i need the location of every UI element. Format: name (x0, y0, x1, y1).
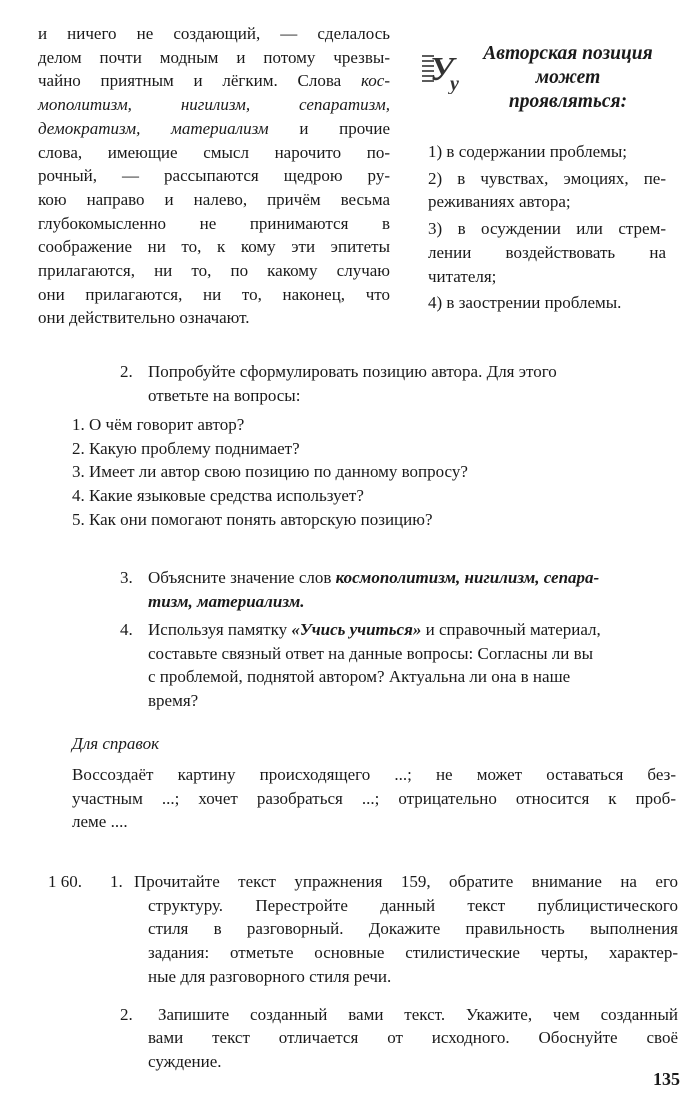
list-item: реживаниях автора; (428, 192, 571, 212)
text-line: кою направо и налево, причём весьма (38, 189, 390, 209)
author-position-sidebar (420, 42, 666, 315)
svg-text:y: y (450, 73, 459, 94)
svg-text:У: У (430, 51, 454, 88)
list-item: 1) в содержании проблемы; (428, 142, 628, 161)
task-4: 4. Используя памятку «Учись учиться» и справочный материал, составьте связный ответ на данные вопросы: Согласны ли вы с проблемой, поднятой автором? Актуальна ли она в наше время? (120, 620, 601, 711)
text-line: чайно приятным и лёгким. Слова кос- (38, 71, 390, 91)
list-item: 2) в чувствах, эмоциях, пе- (428, 168, 666, 188)
question-item: 5. Как они помогают понять авторскую позицию? (72, 509, 433, 529)
exercise-160: 1 60. 1. Прочитайте текст упражнения 159, обратите внимание на его структуру. Перестройте данный текст публицистического стиля в разговорный. Докажите правильность выполнения задания: отметьте основные стилистические черты, характер- ные для разговорного стиля речи. 2. Запишите созданный вами текст. Укажите, чем созданный вами текст отличается от исходного. Обоснуйте своё суждение. (48, 872, 678, 1071)
text-line: они прилагаются, ни то, наконец, что (38, 284, 390, 304)
text-line: глубокомысленно не принимаются в (38, 213, 390, 233)
text-line: демократизм, материализм и прочие (38, 118, 391, 138)
question-item: 4. Какие языковые средства использует? (72, 486, 364, 506)
list-item: 4) в заострении проблемы. (428, 293, 622, 313)
list-item: читателя; (428, 266, 497, 286)
text-line: прилагаются, ни то, по какому случаю (38, 261, 390, 281)
main-text-paragraph (38, 22, 390, 330)
list-item: лении воздействовать на (428, 242, 666, 262)
study-logo-icon (420, 46, 464, 94)
page-number: 135 (653, 1069, 680, 1089)
text-line: соображение ни то, к кому эти эпитеты (38, 237, 390, 257)
sidebar-list (420, 140, 666, 315)
exercise-number: 1 60. (48, 872, 82, 891)
question-item: 1. О чём говорит автор? (72, 415, 245, 434)
text-line: делом почти модным и потому чрезвы- (38, 47, 390, 67)
question-item: 2. Какую проблему поднимает? (72, 438, 300, 458)
task-2: 2. Попробуйте сформулировать позицию автора. Для этого ответьте на вопросы: (120, 362, 557, 405)
text-line: они действительно означают. (38, 308, 250, 328)
text-line: рочный, — рассыпаются щедрою ру- (38, 166, 390, 186)
question-list (72, 413, 468, 532)
question-item: 3. Имеет ли автор свою позицию по данному вопросу? (72, 462, 468, 482)
reference-heading: Для справок (72, 734, 160, 753)
text-line: слова, имеющие смысл нарочито по- (38, 142, 390, 162)
list-item: 3) в осуждении или стрем- (428, 219, 666, 239)
text-line: мополитизм, нигилизм, сепаратизм, (38, 95, 390, 115)
task-3: 3. Объясните значение слов космополитизм, нигилизм, сепара- тизм, материализм. (120, 568, 600, 611)
text-line: и ничего не создающий, — сделалось (38, 24, 390, 43)
sidebar-title: Авторская позиция может проявляться: (483, 43, 653, 112)
reference-text: Воссоздаёт картину происходящего ...; не может оставаться без- участным ...; хочет разобраться ...; отрицательно относится к проб- леме .... (72, 765, 676, 832)
